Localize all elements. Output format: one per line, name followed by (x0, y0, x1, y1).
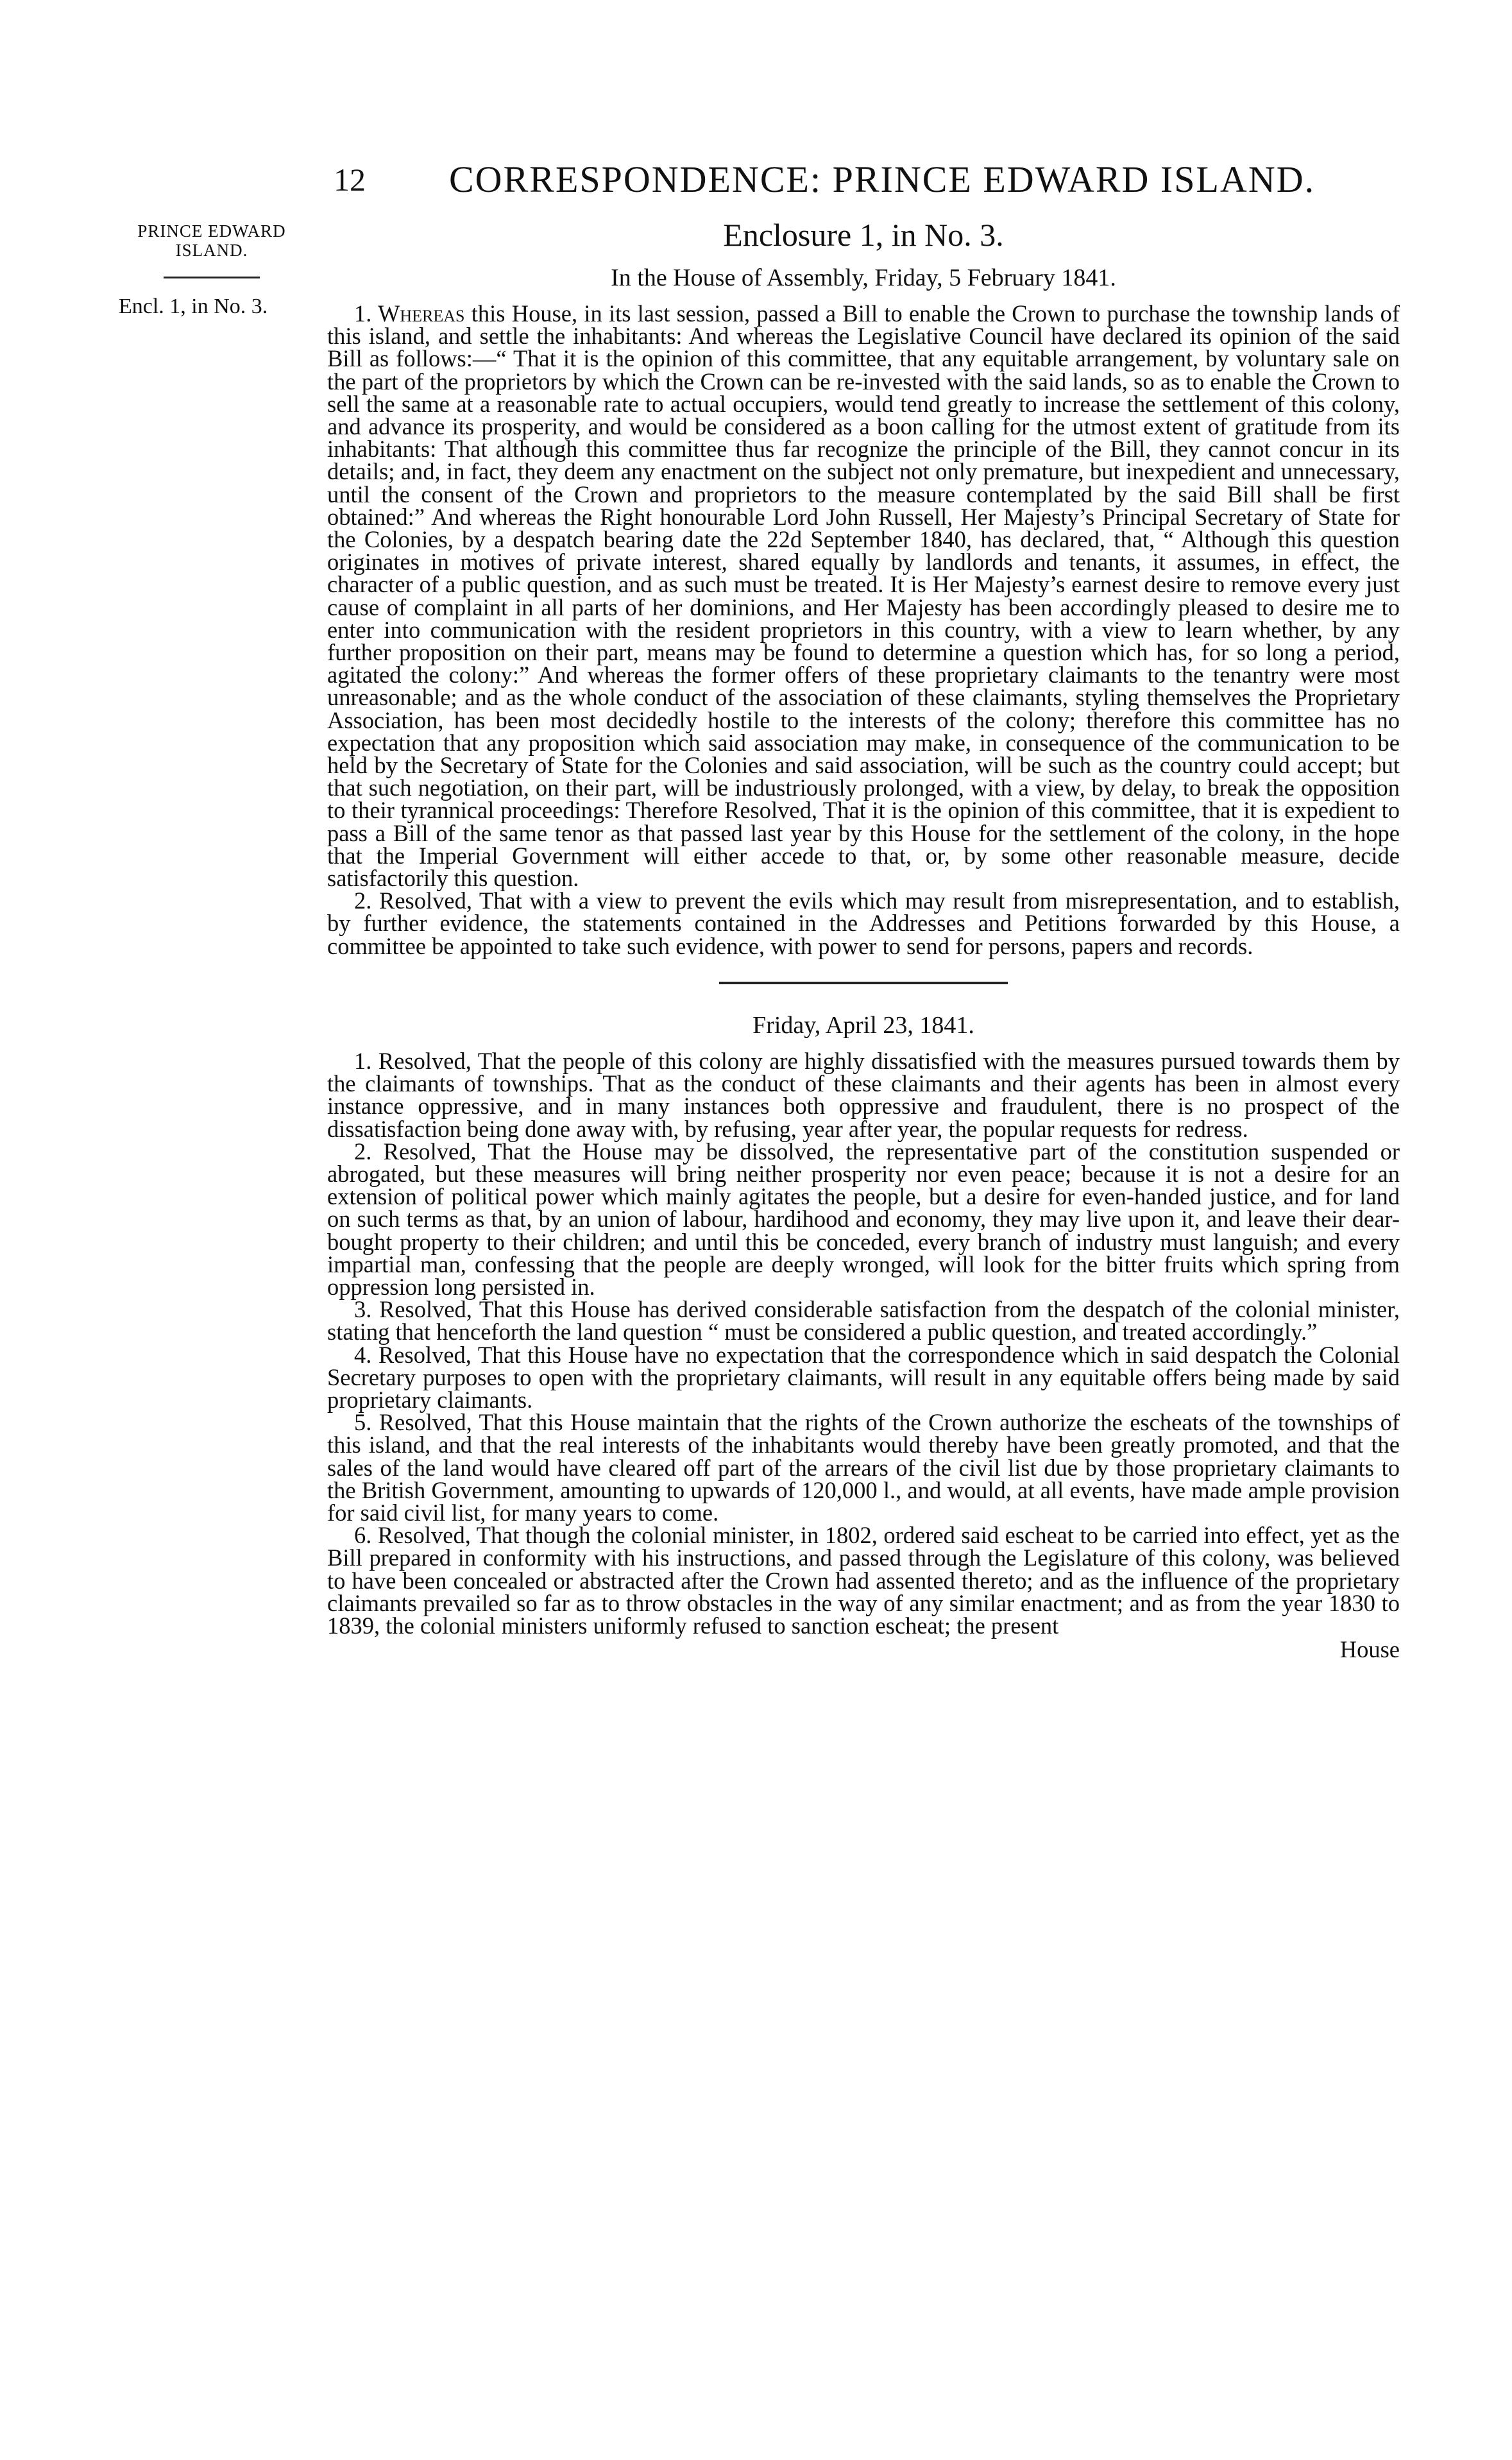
resolution-6: 6. Resolved, That though the colonial minister, in 1802, ordered said escheat to be carried into effect, yet as the Bill prepared in conformity with his instructions, and passed through the Legislature of this colony, was believed to have been concealed or abstracted after the Crown had assented thereto; and as the influence of the proprietary claimants prevailed so far as to throw obstacles in the way of any similar enactment; and as from the year 1830 to 1839, the colonial ministers uniformly refused to sanction escheat; the present (327, 1522, 1400, 1639)
running-title: CORRESPONDENCE: PRINCE EDWARD ISLAND. (449, 158, 1316, 200)
assembly-dateline: In the House of Assembly, Friday, 5 February 1841. (611, 264, 1116, 291)
page-number: 12 (334, 162, 366, 198)
running-head (0, 157, 1512, 202)
paragraph-text: this House, in its last session, passed a Bill to enable the Crown to purchase the township lands of this island, and settle the inhabitants: And whereas the Legislative Council have declared its opinion of the said Bill as follows:—“ That it is the opinion of this committee, that any equitable arrangement, by voluntary sale on the part of the proprietors by which the Crown can be re-invested with the said lands, so as to enable the Crown to sell the same at a reasonable rate to actual occupiers, would tend greatly to increase the settlement of this colony, and advance its prosperity, and would be considered as a boon calling for the utmost extent of gratitude from its inhabitants: That although this committee thus far recognize the principle of the Bill, they cannot concur in its details; and, in fact, they deem any enactment on the subject not only premature, but inexpedient and unnecessary, until the consent of the Crown and proprietors to the measure contemplated by the said Bill shall be first obtained:” And whereas the Right honourable Lord John Russell, Her Majesty’s Principal Secretary of State for the Colonies, by a despatch bearing date the 22d September 1840, has declared, that, “ Although this question originates in motives of private interest, shared equally by landlords and tenants, it assumes, in effect, the character of a public question, and as such must be treated. It is Her Majesty’s earnest desire to remove every just cause of complaint in all parts of her dominions, and Her Majesty has been accordingly pleased to desire me to enter into communication with the resident proprietors in this country, with a view to learn whether, by any further proposition on their part, means may be found to determine a question which has, for so long a period, agitated the colony:” And whereas the former offers of these proprietary claimants to the tenantry were most unreasonable; and as the whole conduct of the association of these claimants, styling themselves the Proprietary Association, has been most decidedly hostile to the interests of the colony; therefore this committee has no expectation that any proposition which said association may make, in consequence of the communication to be held by the Secretary of State for the Colonies and said association, will be such as the country could accept; but that such negotiation, on their part, will be industriously prolonged, with a view, by delay, to break the opposition to their tyrannical proceedings: Therefore Resolved, That it is the opinion of this committee, that it is expedient to pass a Bill of the same tenor as that passed last year by this House for the settlement of the colony, in the hope that the Imperial Government will either accede to that, or, by some other reasonable measure, decide satisfactorily this question. (327, 300, 1400, 892)
main-text (327, 215, 1400, 1661)
resolution-1: 1. Resolved, That the people of this colony are highly dissatisfied with the measures pursued towards them by the claimants of townships. That as the conduct of these claimants and their agents has been in almost every instance oppressive, and in many instances both oppressive and fraudulent, there is no prospect of the dissatisfaction being done away with, by refusing, year after year, the popular requests for redress. (327, 1047, 1400, 1142)
resolution-5: 5. Resolved, That this House maintain that the rights of the Crown authorize the escheats of the townships of this island, and that the real interests of the inhabitants would thereby have been greatly promoted, and that the sales of the land would have cleared off part of the arrears of the civil list due by those proprietary claimants to the British Government, amounting to upwards of 120,000 l., and would, at all events, have made ample provision for said civil list, for many years to come. (327, 1409, 1400, 1526)
enclosure-paragraph-1 (327, 300, 1400, 892)
paragraph-lead: 1. Whereas (354, 300, 465, 327)
paragraph-lead: 2. (354, 887, 372, 914)
paragraph-text: Resolved, That with a view to prevent the evils which may result from misrepresentation, and to establish, by further evidence, the statements contained in the Addresses and Petitions forwarded by this House, a committee be appointed to take such evidence, with power to send for persons, papers and records. (327, 887, 1400, 959)
resolution-3: 3. Resolved, That this House has derived considerable satisfaction from the despatch of the colonial minister, stating that henceforth the land question “ must be considered a public question, and treated accordingly.” (327, 1296, 1400, 1345)
resolution-4: 4. Resolved, That this House have no expectation that the correspondence which in said despatch the Colonial Secretary purposes to open with the proprietary claimants, will result in any equitable offers being made by said proprietary claimants. (327, 1341, 1400, 1413)
margin-notes (119, 221, 318, 320)
section-divider (719, 982, 1008, 984)
enclosure-heading: Enclosure 1, in No. 3. (723, 217, 1004, 253)
resolution-2: 2. Resolved, That the House may be dissolved, the representative part of the constitution suspended or abrogated, but these measures will bring neither prosperity nor even peace; because it is not a desire for an extension of political power which mainly agitates the people, but a desire for even-handed justice, and for land on such terms as that, by an union of labour, hardihood and economy, they may live upon it, and leave their dear-bought property to their children; and until this be conceded, every branch of industry must languish; and every impartial man, confessing that the people are deeply wronged, will look for the bitter fruits which spring from oppression long persisted in. (327, 1138, 1400, 1300)
enclosure-paragraph-2 (327, 889, 1400, 957)
margin-island-label: PRINCE EDWARD ISLAND. (137, 221, 286, 260)
margin-enclosure-ref: Encl. 1, in No. 3. (119, 295, 268, 318)
catchword: House (1339, 1636, 1400, 1663)
april-dateline: Friday, April 23, 1841. (752, 1011, 974, 1039)
margin-divider (164, 277, 260, 278)
